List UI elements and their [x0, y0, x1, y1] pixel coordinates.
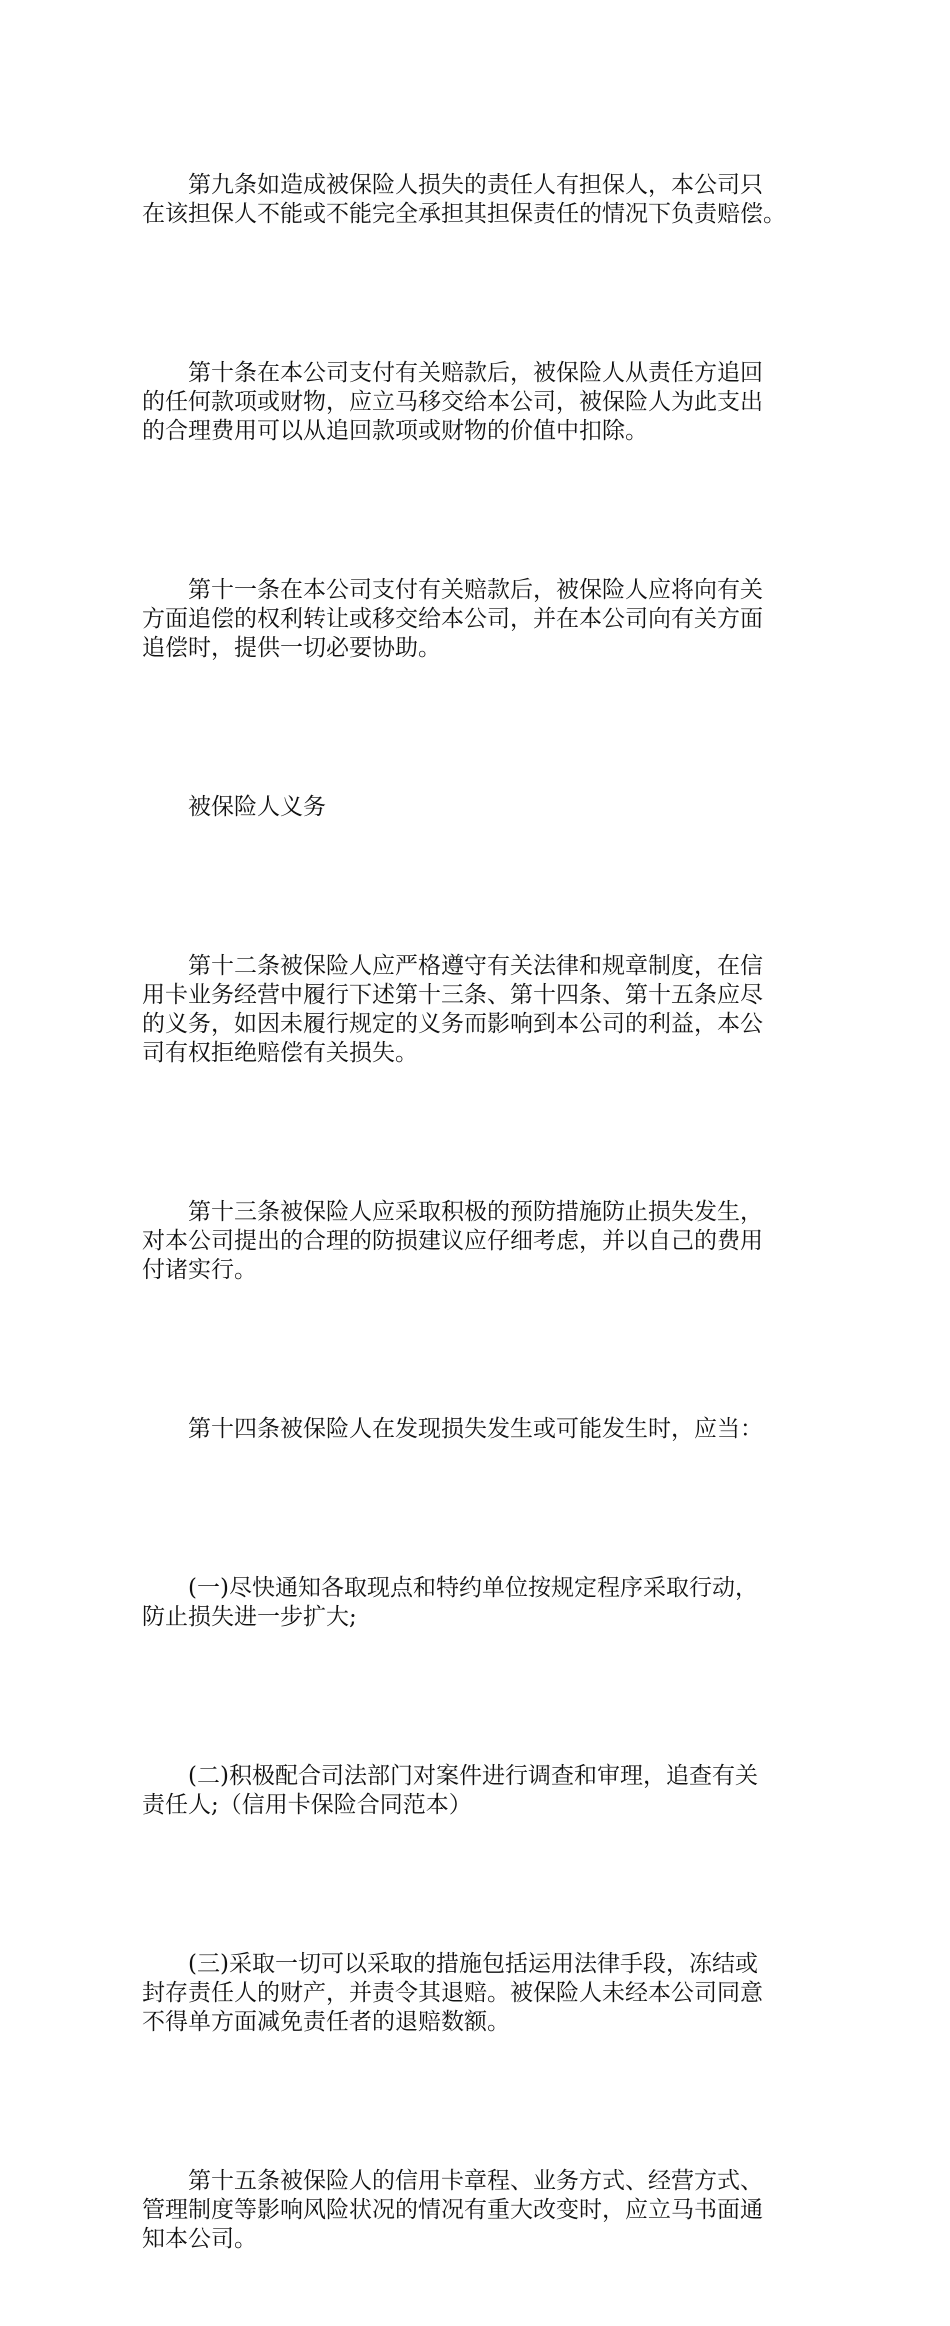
article-13-paragraph: [142, 1140, 822, 1343]
list-item-3: [142, 1892, 822, 2095]
text-line: 管理制度等影响风险状况的情况有重大改变时，应立马书面通: [142, 2197, 763, 2223]
text-line: (二)积极配合司法部门对案件进行调查和审理，追查有关: [188, 1763, 758, 1789]
text-line: 追偿时，提供一切必要协助。: [142, 635, 441, 661]
text-line: 的任何款项或财物，应立马移交给本公司，被保险人为此支出: [142, 389, 763, 415]
text-line: 第十二条被保险人应严格遵守有关法律和规章制度，在信: [188, 953, 763, 979]
article-12-paragraph: [142, 894, 822, 1126]
text-line: 防止损失进一步扩大;: [142, 1604, 357, 1630]
text-line: 封存责任人的财产，并责令其退赔。被保险人未经本公司同意: [142, 1980, 763, 2006]
article-10-paragraph: [142, 301, 822, 504]
article-14-paragraph: [142, 1357, 822, 1502]
text-line: 用卡业务经营中履行下述第十三条、第十四条、第十五条应尽: [142, 982, 763, 1008]
article-9-paragraph: [142, 113, 822, 287]
text-line: 不得单方面减免责任者的退赔数额。: [142, 2009, 510, 2035]
text-line: (三)采取一切可以采取的措施包括运用法律手段，冻结或: [188, 1951, 758, 1977]
text-line: 的义务，如因未履行规定的义务而影响到本公司的利益，本公: [142, 1011, 763, 1037]
document-page: [142, 113, 822, 2326]
text-line: 的合理费用可以从追回款项或财物的价值中扣除。: [142, 418, 648, 444]
text-line: 知本公司。: [142, 2226, 257, 2252]
text-line: 第十四条被保险人在发现损失发生或可能发生时，应当：: [188, 1416, 763, 1442]
text-line: 第十一条在本公司支付有关赔款后，被保险人应将向有关: [188, 577, 763, 603]
text-line: 司有权拒绝赔偿有关损失。: [142, 1040, 418, 1066]
text-line: 在该担保人不能或不能完全承担其担保责任的情况下负责赔偿。: [142, 201, 786, 227]
text-line: 对本公司提出的合理的防损建议应仔细考虑，并以自己的费用: [142, 1228, 763, 1254]
list-item-2: [142, 1704, 822, 1878]
text-line: 方面追偿的权利转让或移交给本公司，并在本公司向有关方面: [142, 606, 763, 632]
text-line: 第十五条被保险人的信用卡章程、业务方式、经营方式、: [188, 2168, 763, 2194]
text-line: 第九条如造成被保险人损失的责任人有担保人，本公司只: [188, 172, 763, 198]
list-item-1: [142, 1516, 822, 1690]
text-line: 被保险人义务: [188, 794, 326, 820]
text-line: 责任人;（信用卡保险合同范本）: [142, 1792, 472, 1818]
article-15-paragraph: [142, 2109, 822, 2312]
text-line: 第十条在本公司支付有关赔款后，被保险人从责任方追回: [188, 360, 763, 386]
text-line: (一)尽快通知各取现点和特约单位按规定程序采取行动，: [188, 1575, 758, 1601]
article-11-paragraph: [142, 518, 822, 721]
section-heading-obligations: [142, 735, 822, 880]
text-line: 付诸实行。: [142, 1257, 257, 1283]
text-line: 第十三条被保险人应采取积极的预防措施防止损失发生，: [188, 1199, 763, 1225]
